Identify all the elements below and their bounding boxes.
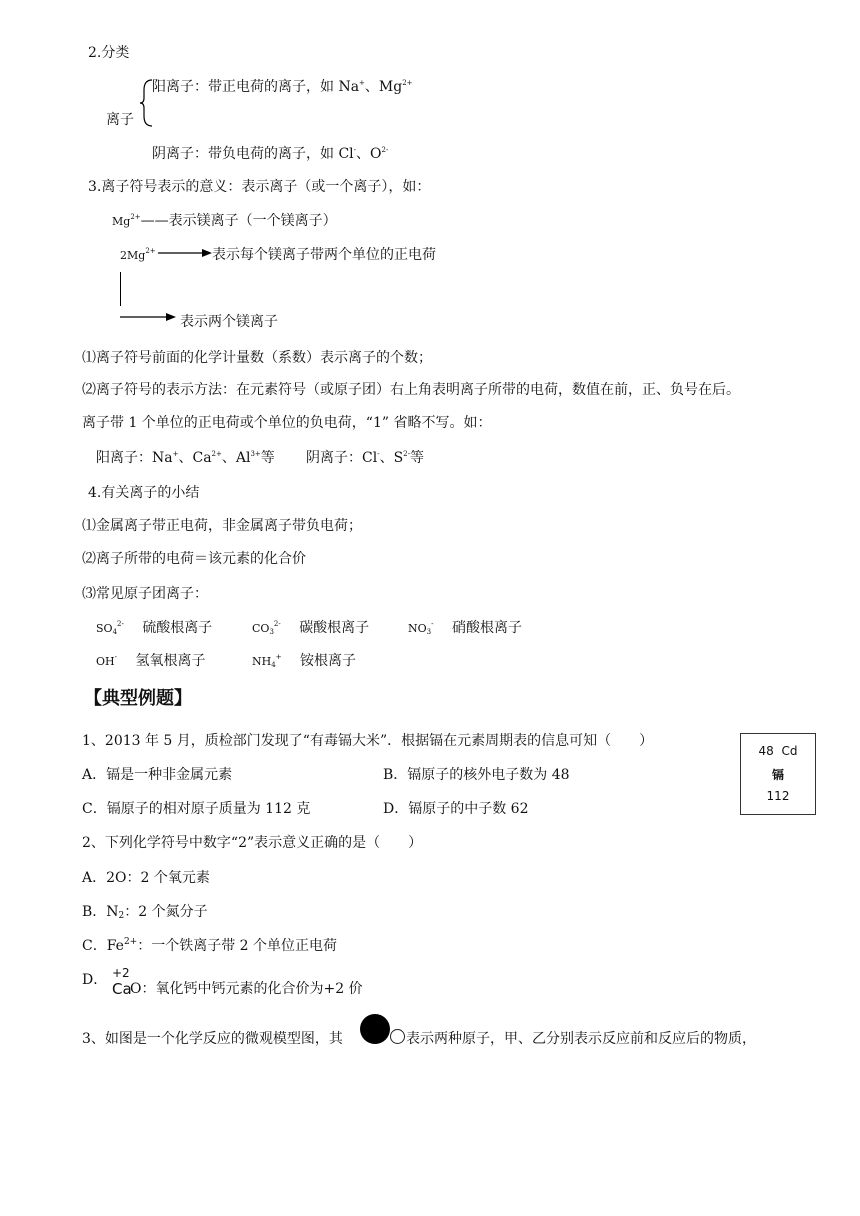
group-ion-ammonium: $NH_4^+$ 铵根离子 (252, 653, 357, 669)
ion-label: 离子 (106, 112, 134, 128)
section-3-heading: 3.离子符号表示的意义：表示离子（或一个离子），如： (88, 179, 431, 195)
black-atom-icon (360, 1014, 390, 1044)
group-ion-hydroxide: OH- 氢氧根离子 (96, 653, 206, 669)
q2-option-b: B．$N_2$：2 个氮分子 (82, 904, 208, 921)
summary-item-2: ⑵离子所带的电荷＝该元素的化合价 (82, 551, 306, 567)
arrow-right-icon (158, 248, 212, 258)
group-ion-sulfate: $SO_4^{2-}$ 硫酸根离子 (96, 620, 213, 636)
arrow2-text: 表示两个镁离子 (180, 314, 278, 330)
calcium-symbol: Ca (112, 980, 132, 998)
arrow1-text: 表示每个镁离子带两个单位的正电荷 (212, 247, 436, 263)
valence-mark: +2 (112, 966, 130, 980)
q3-stem-start: 3、如图是一个化学反应的微观模型图，其 (82, 1031, 343, 1047)
q2-stem: 2、下列化学符号中数字“2”表示意义正确的是（ ） (82, 835, 423, 851)
mg-ion-meaning: $Mg^{2+}——$表示镁离子（一个镁离子） (112, 213, 337, 229)
card-number-symbol: 48 Cd (758, 744, 798, 758)
note-2: ⑵离子符号的表示方法：在元素符号（或原子团）右上角表明离子所带的电荷，数值在前，正、负号在后。 (82, 382, 740, 398)
white-atom-icon (390, 1029, 405, 1044)
q2-option-c: C．$Fe^{2+}$：一个铁离子带 2 个单位正电荷 (82, 937, 338, 954)
q3-stem-end: 表示两种原子，甲、乙分别表示反应前和反应后的物质， (406, 1031, 756, 1047)
note-3: 离子带 1 个单位的正电荷或个单位的负电荷，“1” 省略不写。如： (82, 415, 492, 431)
section-4-heading: 4.有关离子的小结 (88, 485, 200, 501)
group-ion-carbonate: $CO_3^{2-}$ 碳酸根离子 (252, 620, 370, 636)
two-mg-symbol: $2Mg^{2+}$ (120, 247, 156, 262)
summary-item-3: ⑶常见原子团离子： (82, 586, 208, 602)
vertical-connector (120, 272, 121, 306)
anion-examples: 阴离子：Cl-、$S^{2-}$等 (306, 450, 424, 466)
group-ion-nitrate: $NO_3^-$ 硝酸根离子 (408, 620, 522, 636)
arrow-right-icon (120, 312, 176, 322)
cation-examples: 阳离子：Na+、$Ca^{2+}$、$Al^{3+}$等 (96, 450, 275, 466)
q1-stem: 1、2013 年 5 月，质检部门发现了“有毒镉大米”．根据镉在元素周期表的信息可知（ ） (82, 733, 654, 749)
q1-option-a: A．镉是一种非金属元素 (82, 767, 233, 783)
examples-title: 【典型例题】 (84, 688, 192, 709)
q1-option-b: B．镉原子的核外电子数为 48 (383, 767, 570, 783)
anion-definition: 阴离子：带负电荷的离子，如 Cl-、$O^{2-}$ (152, 146, 389, 162)
summary-item-1: ⑴金属离子带正电荷，非金属离子带负电荷； (82, 518, 362, 534)
card-atomic-mass: 112 (766, 789, 790, 803)
q1-option-c: C．镉原子的相对原子质量为 112 克 (82, 801, 311, 817)
q2-option-a: A．2O：2 个氧元素 (82, 870, 210, 886)
q2-option-d-text: O：氧化钙中钙元素的化合价为+2 价 (130, 981, 363, 997)
note-1: ⑴离子符号前面的化学计量数（系数）表示离子的个数； (82, 350, 432, 366)
section-2-heading: 2.分类 (88, 45, 130, 61)
cadmium-element-card (740, 733, 816, 815)
q1-option-d: D．镉原子的中子数 62 (383, 801, 529, 817)
q2-option-d-label: D． (82, 972, 108, 988)
cation-definition: 阳离子：带正电荷的离子，如 Na+、$Mg^{2+}$ (152, 79, 413, 95)
card-element-name: 镉 (771, 768, 784, 782)
